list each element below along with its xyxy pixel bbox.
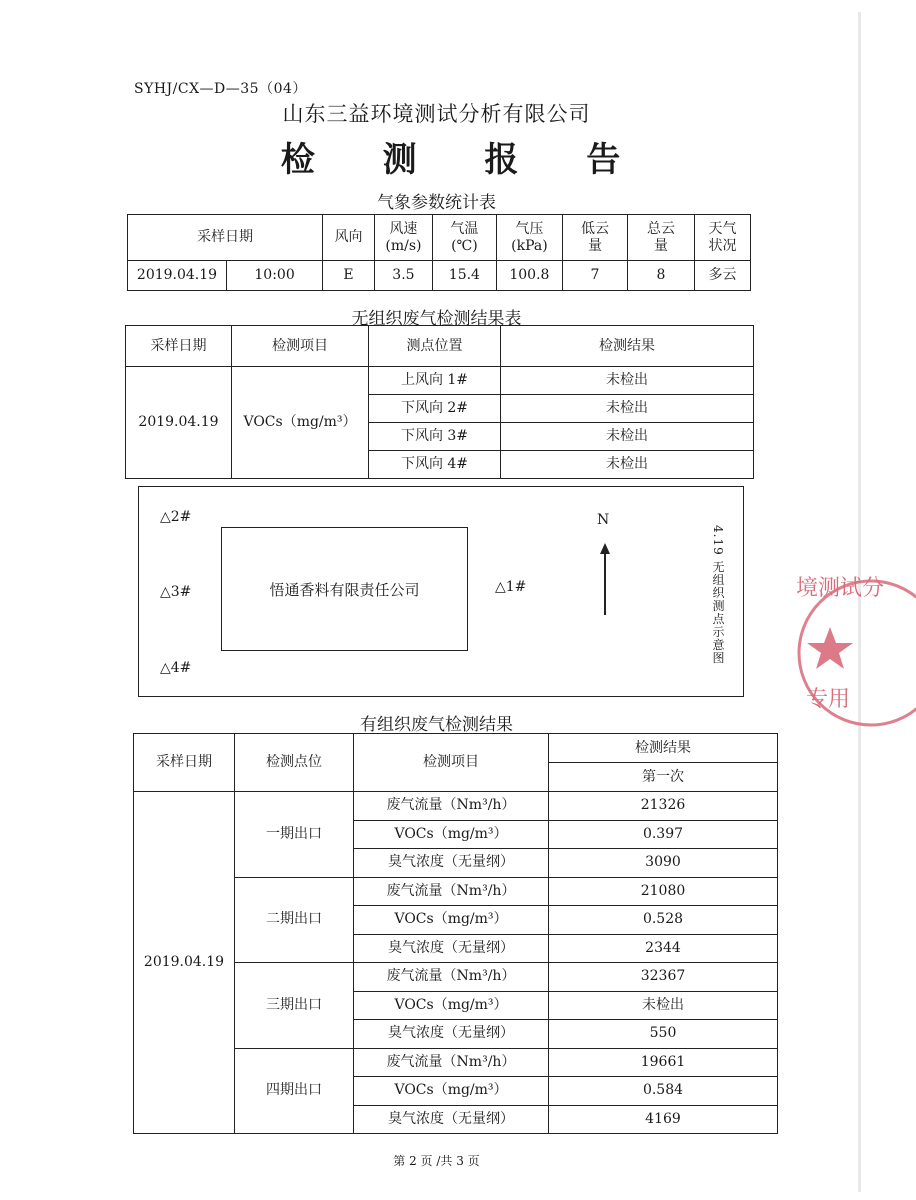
organized-table <box>133 733 778 1134</box>
point-4-marker: △4# <box>160 660 192 676</box>
fugitive-position: 下风向 3# <box>369 423 501 451</box>
weather-time: 10:00 <box>254 267 295 284</box>
test-item: VOCs（mg/m³） <box>354 906 549 935</box>
weather-pressure: 100.8 <box>496 261 562 291</box>
fugitive-table-caption: 无组织废气检测结果表 <box>351 309 522 329</box>
test-value: 0.397 <box>549 820 778 849</box>
weather-temperature: 15.4 <box>432 261 496 291</box>
monitoring-point-diagram <box>138 486 744 697</box>
weather-table-caption: 气象参数统计表 <box>377 193 496 213</box>
point-2-marker: △2# <box>160 509 192 525</box>
organized-header-date: 采样日期 <box>134 734 235 792</box>
weather-total-cloud: 8 <box>627 261 694 291</box>
header-total-cloud: 总云 量 <box>627 215 694 261</box>
fugitive-result: 未检出 <box>501 395 754 423</box>
fugitive-table <box>125 325 754 479</box>
fugitive-position: 下风向 4# <box>369 451 501 479</box>
test-value: 4169 <box>549 1105 778 1134</box>
test-item: VOCs（mg/m³） <box>354 991 549 1020</box>
organized-header-result: 检测结果 <box>549 734 778 763</box>
test-item: 臭气浓度（无量纲） <box>354 934 549 963</box>
fugitive-position: 上风向 1# <box>369 367 501 395</box>
organized-header-first: 第一次 <box>549 763 778 792</box>
header-pressure: 气压 (kPa) <box>496 215 562 261</box>
header-temperature: 气温 (℃) <box>432 215 496 261</box>
organized-header-point: 检测点位 <box>235 734 354 792</box>
test-item: 臭气浓度（无量纲） <box>354 1020 549 1049</box>
organized-date: 2019.04.19 <box>134 792 235 1134</box>
header-wind-speed: 风速 (m/s) <box>374 215 432 261</box>
north-arrow-shaft <box>604 551 606 615</box>
test-value: 32367 <box>549 963 778 992</box>
test-value: 19661 <box>549 1048 778 1077</box>
test-value: 0.528 <box>549 906 778 935</box>
diagram-caption: 4.19 无组织测点示意图 <box>711 525 725 665</box>
seal-star-icon <box>807 627 853 669</box>
fugitive-result: 未检出 <box>501 423 754 451</box>
test-value: 未检出 <box>549 991 778 1020</box>
test-value: 21326 <box>549 792 778 821</box>
fugitive-result: 未检出 <box>501 367 754 395</box>
test-value: 2344 <box>549 934 778 963</box>
fugitive-position: 下风向 2# <box>369 395 501 423</box>
test-item: VOCs（mg/m³） <box>354 1077 549 1106</box>
fugitive-header-date: 采样日期 <box>126 326 232 367</box>
test-value: 3090 <box>549 849 778 878</box>
header-sampling-date: 采样日期 <box>128 215 323 261</box>
outlet-point: 三期出口 <box>235 963 354 1049</box>
seal-text-bottom: 专用 <box>806 687 851 712</box>
north-label: N <box>597 512 610 528</box>
point-3-marker: △3# <box>160 584 192 600</box>
fugitive-header-result: 检测结果 <box>501 326 754 367</box>
report-title: 检 测 报 告 <box>280 140 649 180</box>
test-item: VOCs（mg/m³） <box>354 820 549 849</box>
weather-wind-direction: E <box>323 261 375 291</box>
point-1-marker: △1# <box>495 579 527 595</box>
test-value: 0.584 <box>549 1077 778 1106</box>
weather-date: 2019.04.19 <box>128 261 227 290</box>
test-value: 21080 <box>549 877 778 906</box>
fugitive-header-item: 检测项目 <box>232 326 369 367</box>
page-number: 第 2 页 /共 3 页 <box>393 1154 480 1168</box>
company-site-box <box>221 527 468 651</box>
test-item: 臭气浓度（无量纲） <box>354 1105 549 1134</box>
test-item: 废气流量（Nm³/h） <box>354 792 549 821</box>
outlet-point: 一期出口 <box>235 792 354 878</box>
test-value: 550 <box>549 1020 778 1049</box>
header-weather: 天气 状况 <box>695 215 751 261</box>
test-item: 臭气浓度（无量纲） <box>354 849 549 878</box>
test-item: 废气流量（Nm³/h） <box>354 963 549 992</box>
fugitive-item: VOCs（mg/m³） <box>232 367 369 479</box>
official-seal <box>796 565 916 740</box>
organized-header-item: 检测项目 <box>354 734 549 792</box>
header-wind-direction: 风向 <box>323 215 375 261</box>
outlet-point: 四期出口 <box>235 1048 354 1134</box>
seal-text-top: 境测试分 <box>796 576 885 601</box>
weather-condition: 多云 <box>695 261 751 291</box>
organized-table-caption: 有组织废气检测结果 <box>360 715 513 735</box>
fugitive-date: 2019.04.19 <box>126 367 232 479</box>
weather-table <box>127 214 751 291</box>
test-item: 废气流量（Nm³/h） <box>354 877 549 906</box>
fugitive-result: 未检出 <box>501 451 754 479</box>
weather-low-cloud: 7 <box>562 261 627 291</box>
company-site-label: 悟通香料有限责任公司 <box>269 580 420 599</box>
header-low-cloud: 低云 量 <box>562 215 627 261</box>
document-code: SYHJ/CX—D—35（04） <box>134 81 307 97</box>
company-name: 山东三益环境测试分析有限公司 <box>282 102 591 126</box>
weather-date-time-cell <box>128 261 323 291</box>
test-item: 废气流量（Nm³/h） <box>354 1048 549 1077</box>
outlet-point: 二期出口 <box>235 877 354 963</box>
fugitive-header-position: 测点位置 <box>369 326 501 367</box>
weather-wind-speed: 3.5 <box>374 261 432 291</box>
